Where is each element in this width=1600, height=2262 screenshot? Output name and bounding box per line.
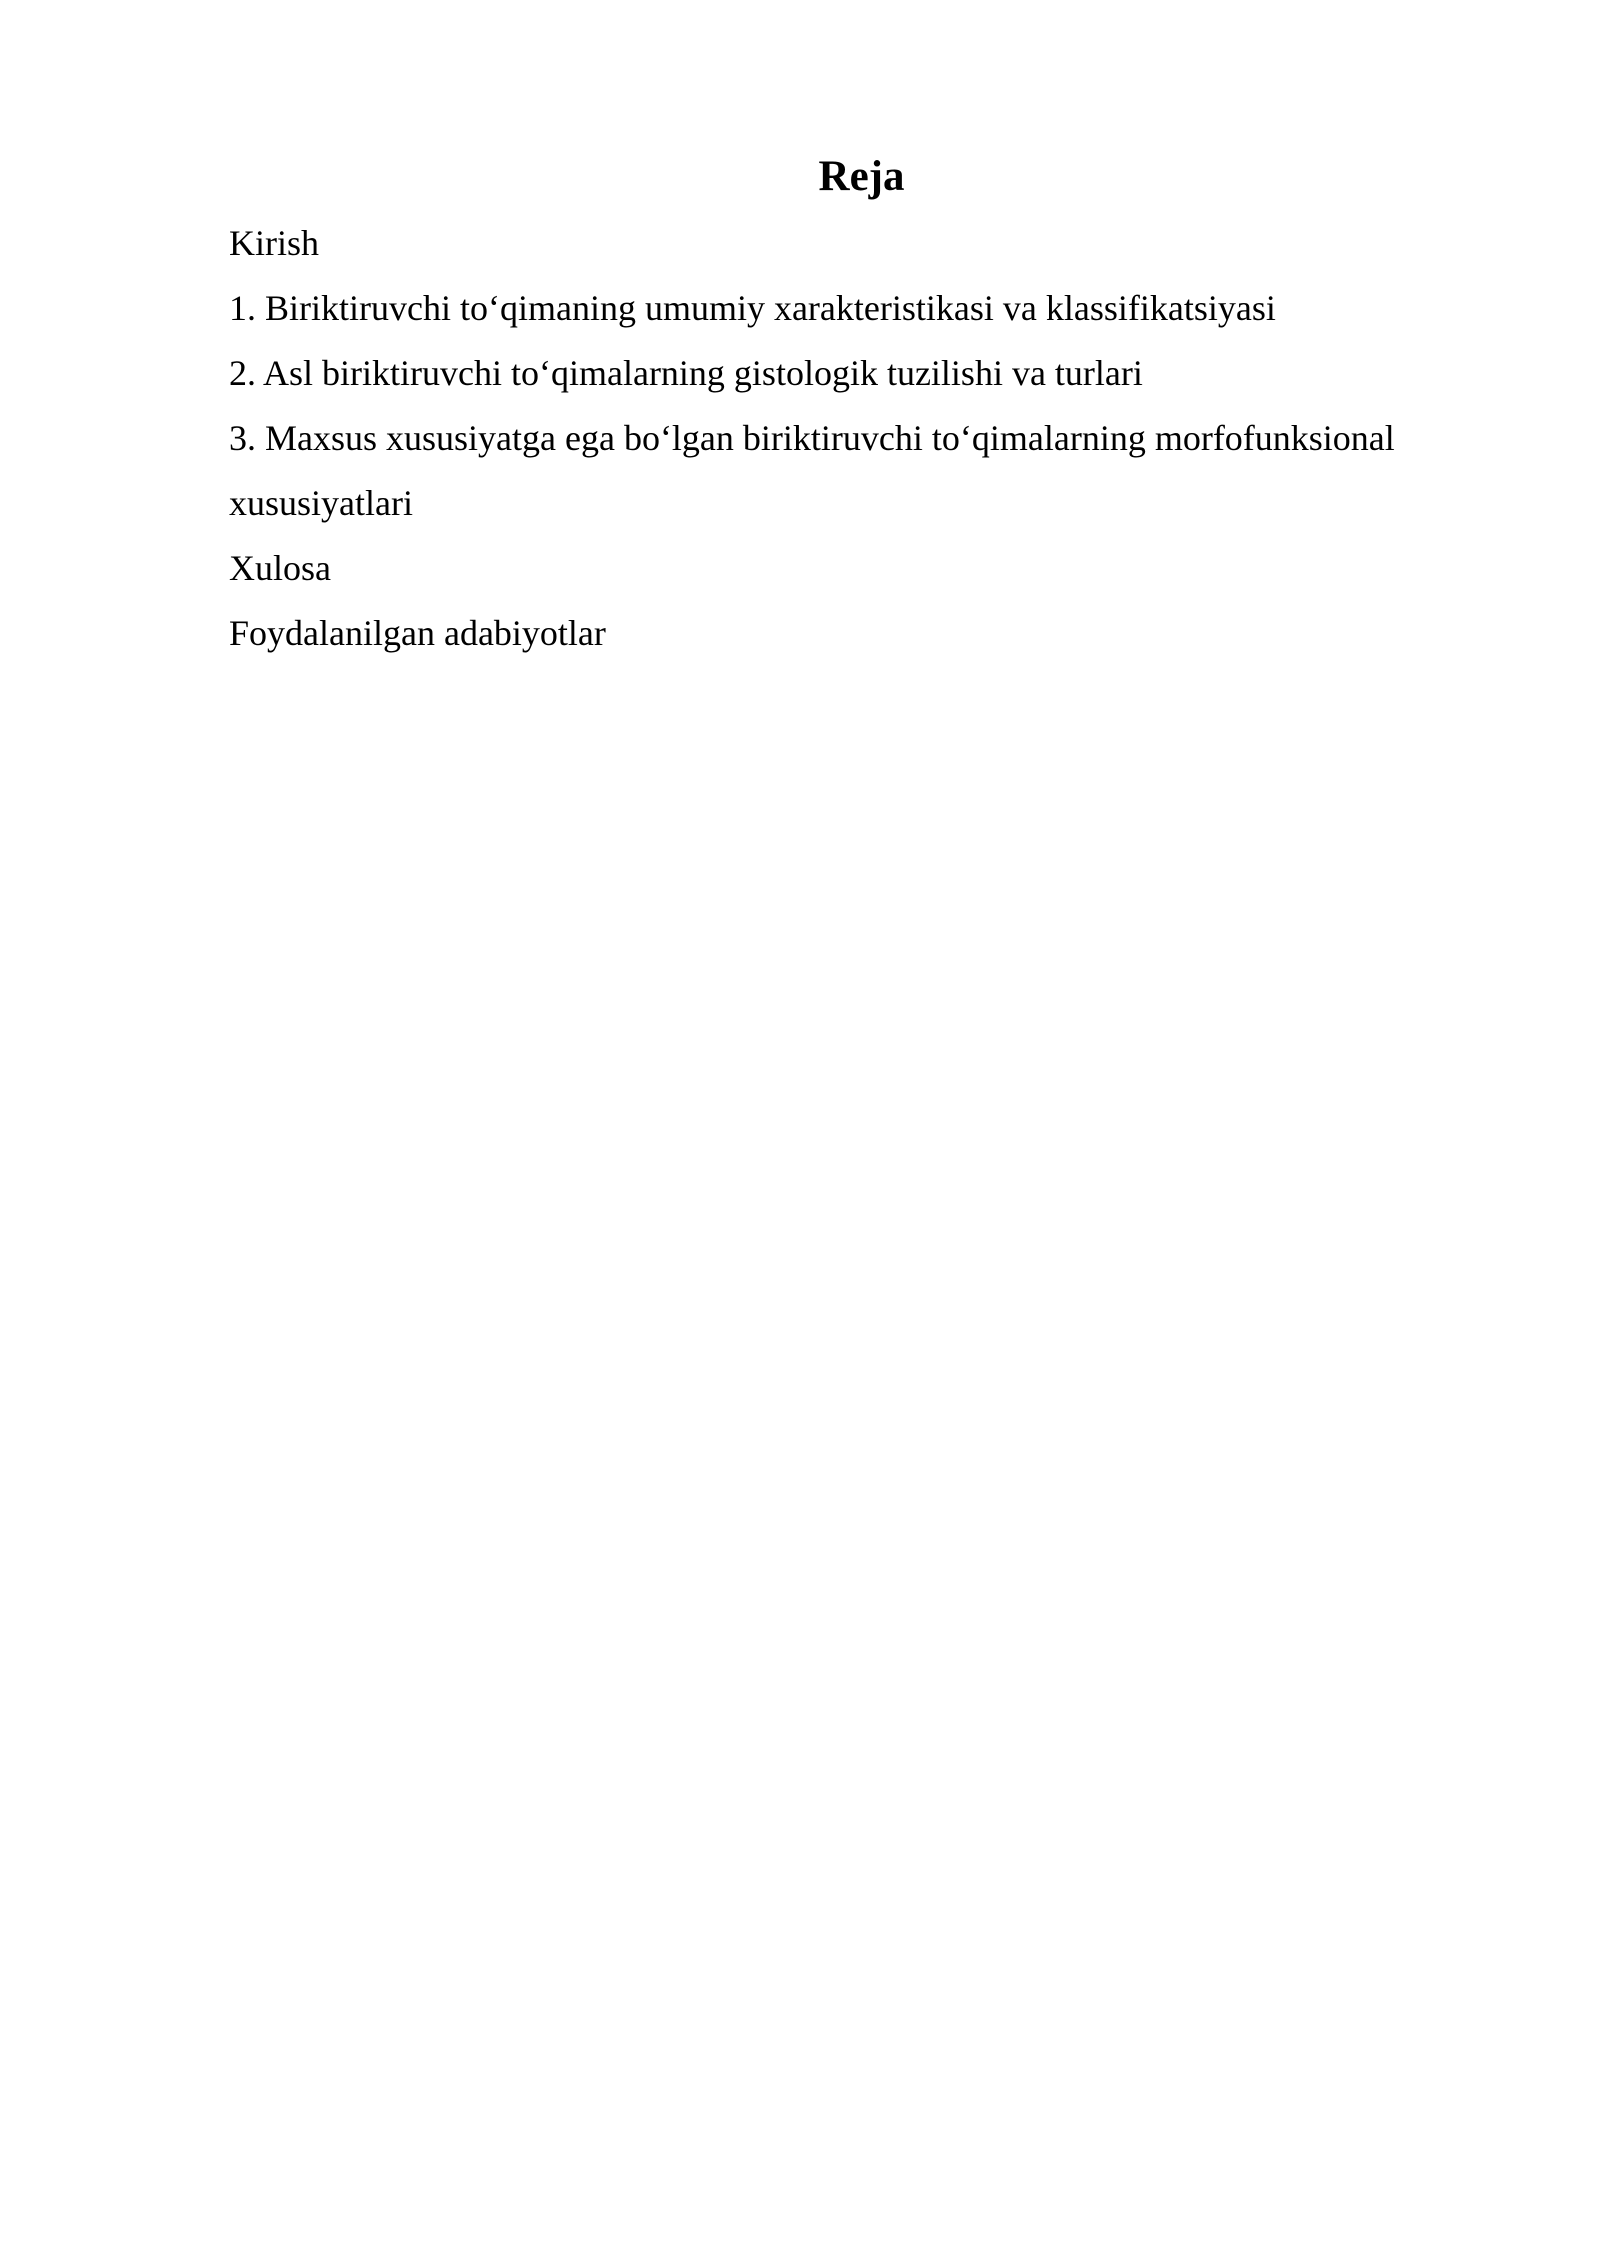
table-of-contents xyxy=(229,211,1450,666)
page-title: Reja xyxy=(818,153,905,200)
document-content xyxy=(229,144,1450,666)
toc-item-chapter-1: 1. Biriktiruvchi to‘qimaning umumiy xarakteristikasi va klassifikatsiyasi xyxy=(229,288,1276,328)
toc-item-introduction: Kirish xyxy=(229,223,319,263)
toc-item-chapter-3: 3. Maxsus xususiyatga ega bo‘lgan biriktiruvchi to‘qimalarning morfofunksional xususiyatlari xyxy=(229,418,1395,523)
toc-item-conclusion: Xulosa xyxy=(229,548,331,588)
toc-item-references: Foydalanilgan adabiyotlar xyxy=(229,613,606,653)
toc-item-chapter-2: 2. Asl biriktiruvchi to‘qimalarning gistologik tuzilishi va turlari xyxy=(229,353,1143,393)
